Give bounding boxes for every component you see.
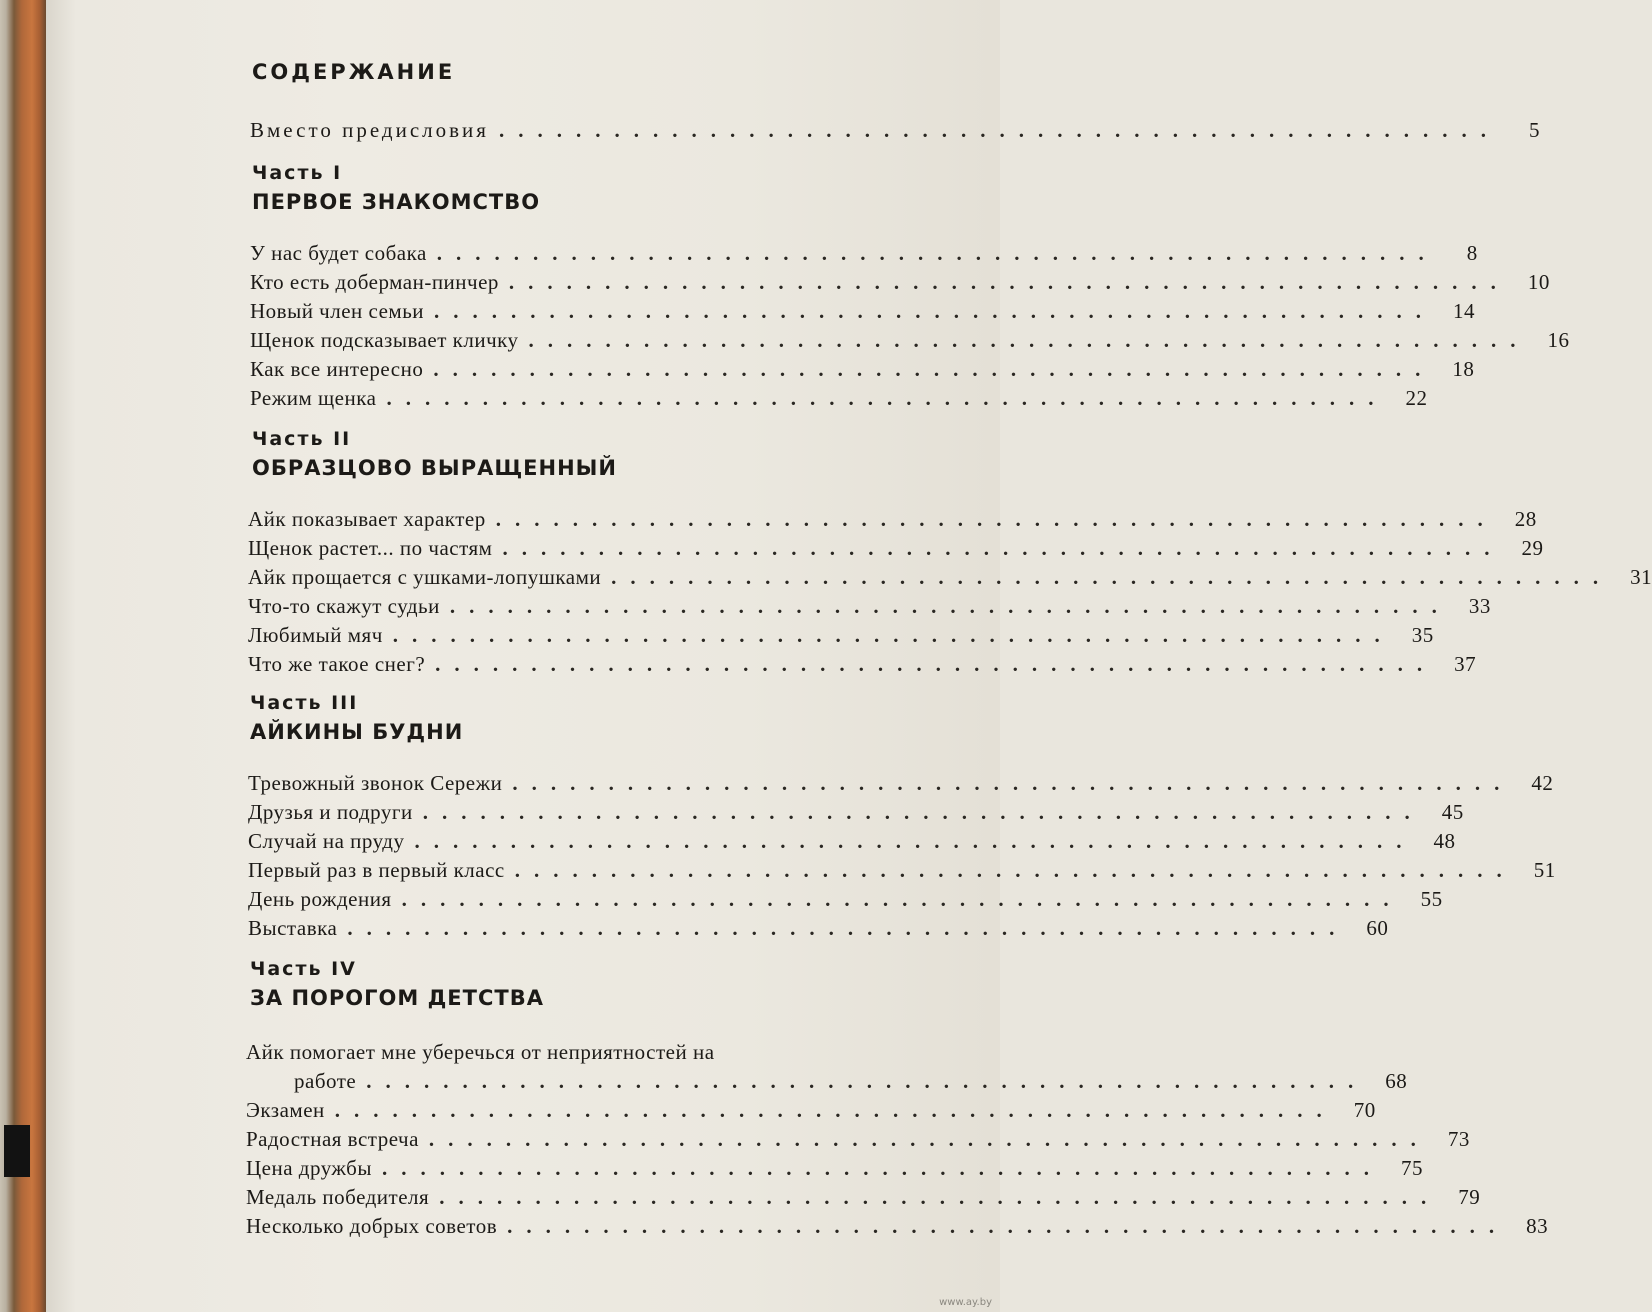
- entry-page: 68: [1385, 1069, 1408, 1093]
- part-title: АЙКИНЫ БУДНИ: [250, 720, 464, 744]
- dot-leader: ....................................................: [381, 1156, 1383, 1180]
- entry-title: Щенок растет... по частям: [248, 536, 493, 560]
- toc-entry: [250, 355, 1475, 384]
- entry-page: 22: [1405, 386, 1428, 410]
- entry-page: 79: [1458, 1185, 1481, 1209]
- toc-entry: [248, 621, 1434, 650]
- entry-page: 70: [1353, 1098, 1376, 1122]
- toc-entry: [248, 650, 1477, 679]
- dot-leader: ....................................................: [439, 1185, 1441, 1209]
- toc-entry: [248, 563, 1652, 592]
- entry-page: 16: [1547, 328, 1570, 352]
- entry-page: 35: [1411, 623, 1434, 647]
- entry-page: 33: [1468, 594, 1491, 618]
- part-number: Часть III: [250, 692, 359, 714]
- entry-title: Медаль победителя: [246, 1185, 430, 1209]
- toc-entry: [248, 769, 1554, 798]
- dot-leader: ....................................................: [435, 652, 1437, 676]
- entry-title: Друзья и подруги: [248, 800, 413, 824]
- toc-entry: [246, 1183, 1481, 1212]
- dot-leader: ....................................................: [334, 1098, 1336, 1122]
- entry-title: Выставка: [248, 916, 338, 940]
- dot-leader: ....................................................: [392, 623, 1394, 647]
- entry-title: Цена дружбы: [246, 1156, 372, 1180]
- dot-leader: ....................................................: [366, 1069, 1368, 1093]
- entry-title: Что же такое снег?: [248, 652, 426, 676]
- entry-page: 5: [1528, 118, 1540, 142]
- entry-title: Айк помогает мне уберечься от неприятностей на: [246, 1040, 715, 1064]
- entry-page: 75: [1400, 1156, 1423, 1180]
- entry-title: Любимый мяч: [248, 623, 383, 647]
- dot-leader: ....................................................: [386, 386, 1388, 410]
- toc-entry: [248, 505, 1537, 534]
- dot-leader: ....................................................: [507, 1214, 1509, 1238]
- entry-title: Что-то скажут судьи: [248, 594, 440, 618]
- dot-leader: ....................................................: [528, 328, 1530, 352]
- entry-title: Айк показывает характер: [248, 507, 486, 531]
- dot-leader: ....................................................: [495, 507, 1497, 531]
- entry-title: Радостная встреча: [246, 1127, 419, 1151]
- entry-title: У нас будет собака: [250, 241, 427, 265]
- toc-heading: СОДЕРЖАНИЕ: [252, 60, 456, 84]
- toc-entry: [294, 1067, 1408, 1096]
- toc-entry: [248, 798, 1464, 827]
- entry-title: Новый член семьи: [250, 299, 425, 323]
- dot-leader: ....................................................: [436, 241, 1438, 265]
- dot-leader: ....................................................: [512, 771, 1514, 795]
- part-title: ЗА ПОРОГОМ ДЕТСТВА: [250, 986, 544, 1010]
- part-title: ПЕРВОЕ ЗНАКОМСТВО: [252, 190, 541, 214]
- entry-title: Первый раз в первый класс: [248, 858, 505, 882]
- part-number: Часть IV: [250, 958, 357, 980]
- toc-entry: [250, 297, 1476, 326]
- toc-entry: [250, 239, 1478, 268]
- dot-leader: ....................................................: [434, 299, 1436, 323]
- entry-page: 29: [1521, 536, 1544, 560]
- entry-page: 73: [1447, 1127, 1470, 1151]
- part-number: Часть I: [252, 162, 343, 184]
- dot-leader: ....................................................: [498, 118, 1500, 142]
- entry-page: 14: [1453, 299, 1476, 323]
- toc-entry: [248, 914, 1389, 943]
- toc-entry: [248, 827, 1456, 856]
- toc-entry: [248, 885, 1443, 914]
- dot-leader: ....................................................: [514, 858, 1516, 882]
- toc-entry: [248, 592, 1491, 621]
- entry-title: Щенок подсказывает кличку: [250, 328, 519, 352]
- part-number: Часть II: [252, 428, 352, 450]
- dot-leader: ....................................................: [502, 536, 1504, 560]
- entry-title: Айк прощается с ушками-лопушками: [248, 565, 602, 589]
- toc-entry: [250, 326, 1570, 355]
- dot-leader: ....................................................: [433, 357, 1435, 381]
- entry-page: 28: [1514, 507, 1537, 531]
- entry-title: Несколько добрых советов: [246, 1214, 498, 1238]
- entry-title: Тревожный звонок Сережи: [248, 771, 503, 795]
- entry-title: Как все интересно: [250, 357, 424, 381]
- dot-leader: ....................................................: [347, 916, 1349, 940]
- entry-page: 10: [1527, 270, 1550, 294]
- entry-title: Режим щенка: [250, 386, 377, 410]
- entry-title-continued: работе: [294, 1069, 357, 1093]
- entry-page: 18: [1452, 357, 1475, 381]
- book-spine: [0, 0, 46, 1312]
- entry-page: 60: [1366, 916, 1389, 940]
- spine-label: [4, 1125, 30, 1177]
- entry-title: Экзамен: [246, 1098, 325, 1122]
- book-page: [46, 0, 1652, 1312]
- dot-leader: ....................................................: [422, 800, 1424, 824]
- dot-leader: ....................................................: [611, 565, 1613, 589]
- toc-entry: [250, 268, 1550, 297]
- dot-leader: ....................................................: [428, 1127, 1430, 1151]
- entry-page: 55: [1420, 887, 1443, 911]
- toc-entry: [250, 384, 1428, 413]
- dot-leader: ....................................................: [414, 829, 1416, 853]
- entry-page: 83: [1526, 1214, 1549, 1238]
- dot-leader: ....................................................: [508, 270, 1510, 294]
- toc-entry-intro: [250, 116, 1540, 145]
- toc-entry: [248, 856, 1556, 885]
- toc-entry: [246, 1125, 1470, 1154]
- entry-page: 48: [1433, 829, 1456, 853]
- entry-page: 37: [1454, 652, 1477, 676]
- toc-entry: [248, 534, 1544, 563]
- watermark: www.ay.by: [939, 1297, 992, 1308]
- entry-page: 8: [1466, 241, 1478, 265]
- toc-entry: [246, 1096, 1376, 1125]
- dot-leader: ....................................................: [449, 594, 1451, 618]
- toc-entry: [246, 1212, 1549, 1241]
- entry-page: 45: [1441, 800, 1464, 824]
- toc-entry: [246, 1154, 1423, 1183]
- entry-page: 42: [1531, 771, 1554, 795]
- entry-title: Случай на пруду: [248, 829, 405, 853]
- entry-title: Вместо предисловия: [250, 118, 489, 142]
- entry-title: День рождения: [248, 887, 392, 911]
- dot-leader: ....................................................: [401, 887, 1403, 911]
- entry-title: Кто есть доберман-пинчер: [250, 270, 499, 294]
- entry-page: 51: [1533, 858, 1556, 882]
- entry-page: 31: [1630, 565, 1652, 589]
- part-title: ОБРАЗЦОВО ВЫРАЩЕННЫЙ: [252, 456, 618, 480]
